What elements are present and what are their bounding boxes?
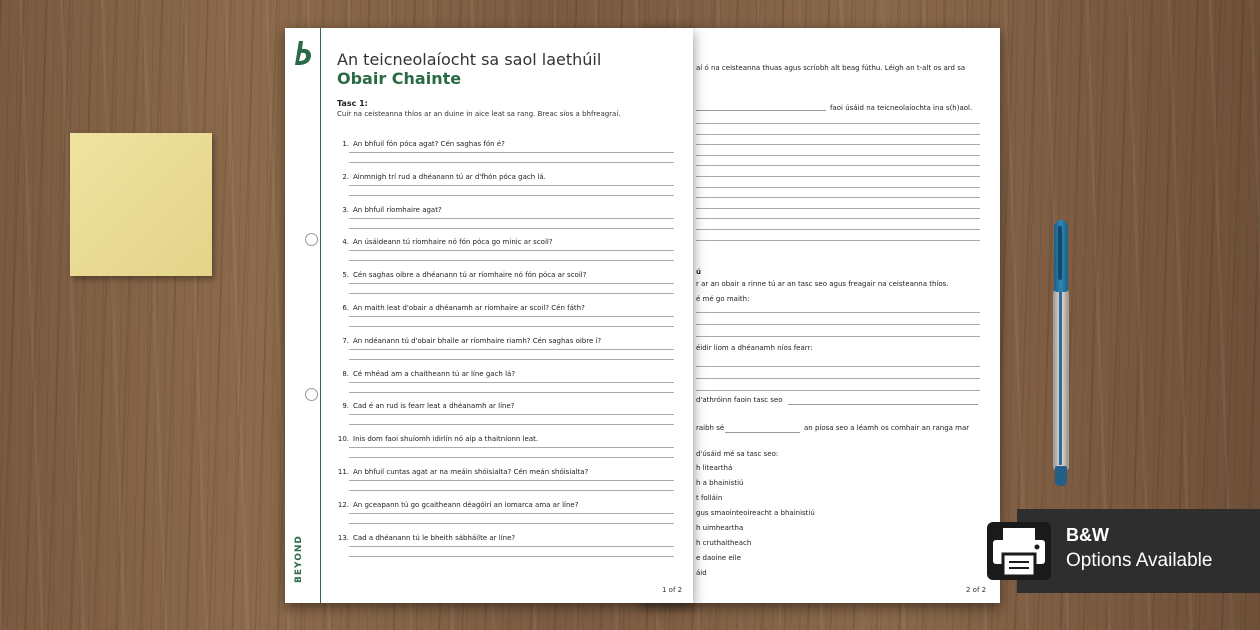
question-number: 9. bbox=[342, 402, 349, 411]
question-number: 4. bbox=[342, 238, 349, 247]
page-subtitle: Obair Chainte bbox=[337, 69, 462, 88]
answer-line[interactable] bbox=[349, 447, 674, 448]
answer-line[interactable] bbox=[349, 293, 674, 294]
answer-blank bbox=[725, 432, 800, 433]
task-instruction: Cuir na ceisteanna thíos ar an duine in aice leat sa rang. Breac síos a bhfreagraí. bbox=[337, 110, 621, 118]
skill-item: áid bbox=[696, 569, 707, 577]
answer-line[interactable] bbox=[349, 546, 674, 547]
question-text: Cad é an rud is fearr leat a dhéanamh ar líne? bbox=[353, 402, 515, 411]
brand-logo-icon bbox=[294, 40, 314, 66]
answer-line[interactable] bbox=[349, 424, 674, 425]
writing-line[interactable] bbox=[696, 155, 980, 156]
writing-line[interactable] bbox=[696, 366, 980, 367]
writing-line[interactable] bbox=[696, 229, 980, 230]
question-item bbox=[337, 271, 677, 279]
question-text: An bhfuil cuntas agat ar na meáin shóisialta? Cén meán shóisialta? bbox=[353, 468, 589, 476]
skill-item: t folláin bbox=[696, 494, 723, 502]
question-number: 5. bbox=[342, 271, 349, 280]
answer-line[interactable] bbox=[349, 392, 674, 393]
brand-name: BEYOND bbox=[294, 535, 304, 583]
skill-item: h litearthá bbox=[696, 464, 733, 472]
answer-line[interactable] bbox=[349, 490, 674, 491]
question-text: An bhfuil ríomhaire agat? bbox=[353, 205, 442, 214]
question-text: An bhfuil fón póca agat? Cén saghas fón é? bbox=[353, 140, 505, 148]
answer-line[interactable] bbox=[349, 250, 674, 251]
question-item bbox=[337, 435, 677, 443]
writing-line[interactable] bbox=[696, 208, 980, 209]
question-text: Ainmnigh trí rud a dhéanann tú ar d'fhón póca gach lá. bbox=[353, 172, 546, 181]
answer-line[interactable] bbox=[349, 185, 674, 186]
punch-hole bbox=[305, 388, 318, 401]
question-text: An ndéanann tú d'obair bhaile ar ríomhaire riamh? Cén saghas oibre í? bbox=[353, 336, 602, 345]
task-heading: Tasc 1: bbox=[337, 99, 368, 108]
skill-item: h a bhainistiú bbox=[696, 479, 744, 487]
answer-blank bbox=[788, 404, 978, 405]
answer-blank bbox=[696, 110, 826, 111]
question-item bbox=[337, 501, 677, 509]
worksheet-page-2 bbox=[640, 28, 1000, 603]
question-item bbox=[337, 140, 677, 148]
writing-line[interactable] bbox=[696, 240, 980, 241]
writing-line[interactable] bbox=[696, 197, 980, 198]
answer-line[interactable] bbox=[349, 195, 674, 196]
writing-line[interactable] bbox=[696, 134, 980, 135]
writing-line[interactable] bbox=[696, 390, 980, 391]
writing-line[interactable] bbox=[696, 123, 980, 124]
question-number: 1. bbox=[342, 140, 349, 148]
question-item bbox=[337, 238, 677, 246]
question-item bbox=[337, 206, 677, 214]
answer-line[interactable] bbox=[349, 326, 674, 327]
answer-line[interactable] bbox=[349, 513, 674, 514]
margin-line bbox=[320, 28, 321, 603]
page2-section-instruction: r ar an obair a rinne tú ar an tasc seo agus freagair na ceisteanna thíos. bbox=[696, 280, 949, 288]
page2-prompt-1: é mé go maith: bbox=[696, 295, 750, 303]
writing-line[interactable] bbox=[696, 144, 980, 145]
page2-prompt-3: d'athróinn faoin tasc seo bbox=[696, 396, 783, 404]
skill-item: e daoine eile bbox=[696, 554, 741, 562]
page2-intro: aí ó na ceisteanna thuas agus scríobh alt beag fúthu. Léigh an t-alt os ard sa bbox=[696, 64, 966, 72]
page2-number: 2 of 2 bbox=[966, 586, 987, 594]
question-text: An gceapann tú go gcaitheann déagóirí an iomarca ama ar líne? bbox=[353, 500, 579, 509]
question-number: 10. bbox=[337, 435, 349, 444]
page2-prompt-4a: raibh sé bbox=[696, 424, 725, 432]
question-item bbox=[337, 173, 677, 181]
worksheet-page-1 bbox=[285, 28, 693, 603]
page-title: An teicneolaíocht sa saol laethúil bbox=[337, 50, 602, 69]
answer-line[interactable] bbox=[349, 382, 674, 383]
answer-line[interactable] bbox=[349, 260, 674, 261]
question-text: Cé mhéad am a chaitheann tú ar líne gach lá? bbox=[353, 369, 516, 378]
question-item bbox=[337, 534, 677, 542]
question-number: 8. bbox=[342, 369, 349, 378]
writing-line[interactable] bbox=[696, 187, 980, 188]
answer-line[interactable] bbox=[349, 152, 674, 153]
answer-line[interactable] bbox=[349, 228, 674, 229]
page2-skills-heading: d'úsáid mé sa tasc seo: bbox=[696, 450, 779, 458]
answer-line[interactable] bbox=[349, 480, 674, 481]
skill-item: gus smaointeoireacht a bhainistiú bbox=[696, 509, 815, 517]
writing-line[interactable] bbox=[696, 218, 980, 219]
question-text: Cad a dhéanann tú le bheith sábháilte ar líne? bbox=[353, 533, 516, 542]
answer-line[interactable] bbox=[349, 414, 674, 415]
question-number: 12. bbox=[337, 500, 349, 509]
question-item bbox=[337, 370, 677, 378]
answer-line[interactable] bbox=[349, 316, 674, 317]
page1-number: 1 of 2 bbox=[662, 586, 683, 594]
question-text: Cén saghas oibre a dhéanann tú ar ríomhaire nó fón póca ar scoil? bbox=[353, 271, 587, 280]
writing-line[interactable] bbox=[696, 176, 980, 177]
question-number: 7. bbox=[342, 336, 349, 345]
question-number: 13. bbox=[337, 533, 349, 542]
answer-line[interactable] bbox=[349, 349, 674, 350]
badge-subtitle: Options Available bbox=[1066, 550, 1213, 571]
punch-hole bbox=[305, 233, 318, 246]
question-number: 11. bbox=[337, 468, 349, 476]
badge-title: B&W bbox=[1066, 525, 1109, 545]
answer-line[interactable] bbox=[349, 556, 674, 557]
question-number: 6. bbox=[342, 304, 349, 312]
page2-line-sentence: faoi úsáid na teicneolaíochta ina s(h)aol. bbox=[830, 104, 973, 112]
writing-line[interactable] bbox=[696, 378, 980, 379]
question-item bbox=[337, 304, 677, 312]
question-text: Inis dom faoi shuíomh idirlín nó aip a thaitníonn leat. bbox=[353, 435, 539, 444]
question-item bbox=[337, 402, 677, 410]
skill-item: h cruthaitheach bbox=[696, 539, 752, 547]
question-number: 2. bbox=[342, 172, 349, 181]
question-number: 3. bbox=[342, 205, 349, 214]
question-item bbox=[337, 337, 677, 345]
writing-line[interactable] bbox=[696, 336, 980, 337]
writing-line[interactable] bbox=[696, 165, 980, 166]
writing-line[interactable] bbox=[696, 324, 980, 325]
printer-icon bbox=[985, 520, 1053, 582]
skill-item: h uimheartha bbox=[696, 524, 744, 532]
answer-line[interactable] bbox=[349, 283, 674, 284]
sticky-note bbox=[70, 133, 212, 276]
question-text: An maith leat d'obair a dhéanamh ar ríomhaire ar scoil? Cén fáth? bbox=[353, 304, 585, 312]
question-text: An úsáideann tú ríomhaire nó fón póca go minic ar scoil? bbox=[353, 238, 553, 247]
answer-line[interactable] bbox=[349, 523, 674, 524]
page2-prompt-4b: an píosa seo a léamh os comhair an ranga mar bbox=[804, 424, 970, 432]
answer-line[interactable] bbox=[349, 218, 674, 219]
answer-line[interactable] bbox=[349, 359, 674, 360]
page2-prompt-2: éidir liom a dhéanamh níos fearr: bbox=[696, 344, 813, 352]
answer-line[interactable] bbox=[349, 457, 674, 458]
page2-section-heading: ú bbox=[696, 268, 701, 276]
question-item bbox=[337, 468, 677, 476]
writing-line[interactable] bbox=[696, 312, 980, 313]
answer-line[interactable] bbox=[349, 162, 674, 163]
